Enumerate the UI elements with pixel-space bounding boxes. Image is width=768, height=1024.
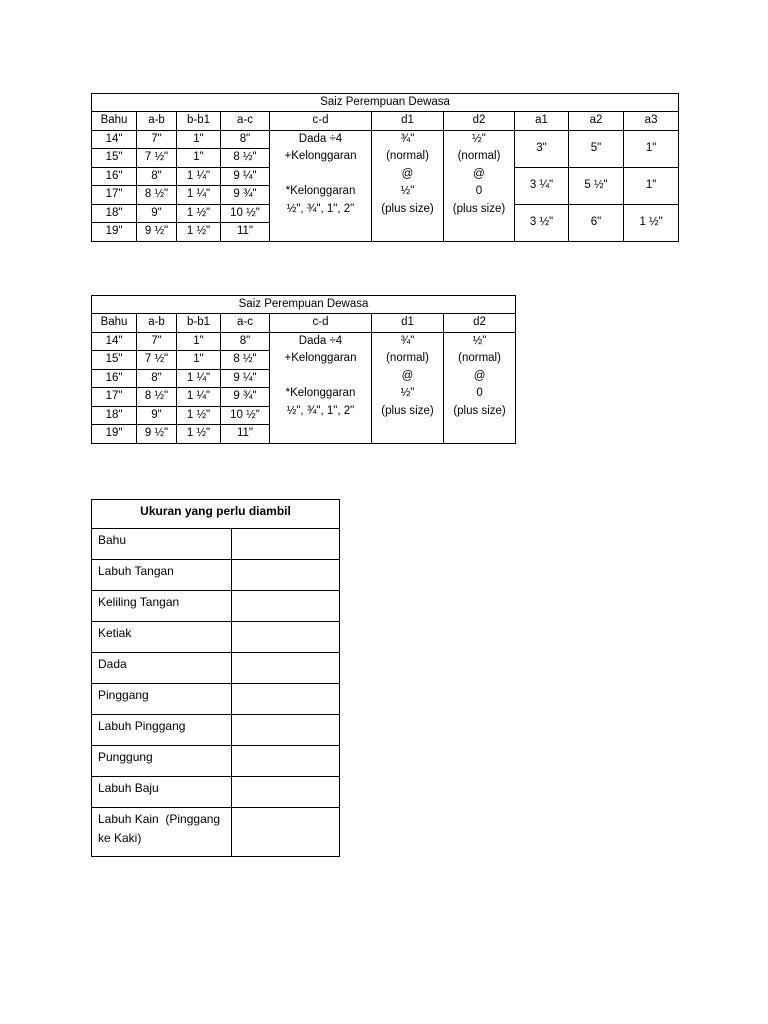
measurement-label: Ketiak	[92, 622, 232, 653]
table-row	[92, 715, 340, 746]
cell-a2: 5 ½"	[569, 167, 624, 204]
c-d-line: ½", ¾", 1", 2"	[286, 404, 355, 417]
measurement-value-cell[interactable]	[232, 777, 340, 808]
cell-a-c: 10 ½"	[221, 204, 270, 223]
table-row	[92, 529, 340, 560]
header-a-b: a-b	[137, 112, 177, 131]
cell-b-b1: 1 ¼"	[177, 388, 221, 407]
header-b-b1: b-b1	[177, 314, 221, 333]
cell-b-b1: 1 ½"	[177, 223, 221, 242]
cell-a-c: 10 ½"	[221, 406, 270, 425]
header-a2: a2	[569, 112, 624, 131]
cell-b-b1: 1"	[177, 351, 221, 370]
cell-bahu: 16"	[92, 167, 137, 186]
cell-a2: 6"	[569, 204, 624, 241]
d2-line: @	[473, 369, 486, 382]
cell-a-c: 9 ¼"	[221, 369, 270, 388]
cell-bahu: 16"	[92, 369, 137, 388]
c-d-line: *Kelonggaran	[285, 387, 356, 399]
measurement-value-cell[interactable]	[232, 715, 340, 746]
d2-line: (normal)	[457, 150, 501, 162]
c-d-line: Dada ÷4	[298, 334, 343, 347]
d1-line: ½"	[400, 387, 415, 399]
c-d-line: *Kelonggaran	[285, 185, 356, 197]
table-row	[92, 130, 679, 149]
cell-a-c: 11"	[221, 425, 270, 444]
d2-line: ½"	[472, 334, 487, 347]
cell-a1: 3"	[515, 130, 569, 167]
measurement-value-cell[interactable]	[232, 746, 340, 777]
cell-a-b: 7 ½"	[137, 351, 177, 370]
cell-a3: 1"	[624, 130, 679, 167]
measurement-value-cell[interactable]	[232, 808, 340, 857]
cell-d2	[444, 130, 515, 241]
cell-a-b: 7"	[137, 130, 177, 149]
cell-a-b: 9"	[137, 204, 177, 223]
c-d-line: ½", ¾", 1", 2"	[286, 202, 355, 215]
cell-a-b: 9 ½"	[137, 425, 177, 444]
table-row	[92, 622, 340, 653]
cell-b-b1: 1 ¼"	[177, 369, 221, 388]
table-row	[92, 684, 340, 715]
header-a-c: a-c	[221, 314, 270, 333]
cell-d1	[372, 130, 444, 241]
cell-b-b1: 1 ½"	[177, 425, 221, 444]
size-table	[91, 295, 516, 444]
cell-a-b: 8"	[137, 369, 177, 388]
cell-a-b: 7 ½"	[137, 149, 177, 168]
table-row	[92, 653, 340, 684]
header-a-b: a-b	[137, 314, 177, 333]
d2-line: ½"	[472, 132, 486, 145]
cell-b-b1: 1 ½"	[177, 204, 221, 223]
cell-a-c: 8 ½"	[221, 149, 270, 168]
d1-line: @	[401, 369, 414, 382]
cell-a-c: 8"	[221, 130, 270, 149]
header-d2: d2	[444, 314, 516, 333]
cell-a3: 1"	[624, 167, 679, 204]
table-title: Saiz Perempuan Dewasa	[92, 296, 516, 314]
cell-a3: 1 ½"	[624, 204, 679, 241]
d1-line: ¾"	[400, 132, 415, 145]
cell-bahu: 15"	[92, 351, 137, 370]
cell-d2	[444, 332, 516, 443]
cell-a-b: 8 ½"	[137, 186, 177, 205]
size-table-with-a-columns	[91, 93, 679, 242]
cell-b-b1: 1 ¼"	[177, 186, 221, 205]
d2-line: (normal)	[458, 352, 501, 364]
measurement-label: Bahu	[92, 529, 232, 560]
d1-line: (normal)	[386, 352, 429, 364]
cell-a-c: 9 ¾"	[221, 186, 270, 205]
d2-line: (plus size)	[453, 404, 506, 417]
header-bahu: Bahu	[92, 112, 137, 131]
cell-c-d	[270, 332, 372, 443]
cell-bahu: 19"	[92, 425, 137, 444]
c-d-line: Dada ÷4	[298, 132, 343, 145]
header-bahu: Bahu	[92, 314, 137, 333]
cell-a-c: 11"	[221, 223, 270, 242]
d1-line: (normal)	[386, 150, 429, 162]
table-row	[92, 777, 340, 808]
measurement-value-cell[interactable]	[232, 684, 340, 715]
d1-line: (plus size)	[381, 404, 434, 417]
c-d-line: +Kelonggaran	[284, 352, 357, 364]
measurement-label: Keliling Tangan	[92, 591, 232, 622]
cell-bahu: 18"	[92, 406, 137, 425]
measurement-label: Labuh Pinggang	[92, 715, 232, 746]
table-row	[92, 560, 340, 591]
measurement-value-cell[interactable]	[232, 529, 340, 560]
header-c-d: c-d	[270, 314, 372, 333]
cell-b-b1: 1"	[177, 332, 221, 351]
measurement-value-cell[interactable]	[232, 622, 340, 653]
measurement-label: Punggung	[92, 746, 232, 777]
c-d-line	[270, 166, 371, 184]
measurement-label: Labuh Kain (Pinggang ke Kaki)	[92, 808, 232, 857]
d2-line: 0	[476, 387, 483, 399]
cell-a-c: 9 ¼"	[221, 167, 270, 186]
d2-line: @	[473, 167, 485, 180]
cell-bahu: 17"	[92, 388, 137, 407]
measurement-label: Pinggang	[92, 684, 232, 715]
c-d-line: +Kelonggaran	[284, 150, 357, 162]
cell-a1: 3 ¼"	[515, 167, 569, 204]
cell-b-b1: 1 ¼"	[177, 167, 221, 186]
measurement-label: Labuh Baju	[92, 777, 232, 808]
measurement-value-cell[interactable]	[232, 591, 340, 622]
d1-line: (plus size)	[381, 202, 434, 215]
d1-line: ¾"	[400, 334, 415, 347]
header-b-b1: b-b1	[177, 112, 221, 131]
c-d-line	[270, 368, 371, 386]
cell-bahu: 19"	[92, 223, 137, 242]
cell-bahu: 17"	[92, 186, 137, 205]
table-row	[92, 332, 516, 351]
cell-a-b: 9 ½"	[137, 223, 177, 242]
measurement-label: Dada	[92, 653, 232, 684]
cell-bahu: 18"	[92, 204, 137, 223]
cell-a2: 5"	[569, 130, 624, 167]
cell-a-b: 8 ½"	[137, 388, 177, 407]
table-title: Saiz Perempuan Dewasa	[92, 94, 679, 112]
d2-line: 0	[475, 185, 483, 197]
cell-a1: 3 ½"	[515, 204, 569, 241]
measurement-table	[91, 499, 340, 857]
cell-c-d	[270, 130, 372, 241]
header-a3: a3	[624, 112, 679, 131]
header-c-d: c-d	[270, 112, 372, 131]
header-d1: d1	[372, 112, 444, 131]
d2-line: (plus size)	[452, 202, 506, 215]
d1-line: ½"	[400, 185, 415, 197]
header-a1: a1	[515, 112, 569, 131]
measurement-table-title: Ukuran yang perlu diambil	[92, 500, 340, 529]
cell-a-b: 8"	[137, 167, 177, 186]
header-d1: d1	[372, 314, 444, 333]
measurement-value-cell[interactable]	[232, 653, 340, 684]
measurement-value-cell[interactable]	[232, 560, 340, 591]
measurement-label: Labuh Tangan	[92, 560, 232, 591]
cell-bahu: 14"	[92, 130, 137, 149]
cell-b-b1: 1"	[177, 130, 221, 149]
cell-a-b: 7"	[137, 332, 177, 351]
table-row	[92, 746, 340, 777]
cell-a-b: 9"	[137, 406, 177, 425]
cell-a-c: 8 ½"	[221, 351, 270, 370]
cell-a-c: 8"	[221, 332, 270, 351]
d1-line: @	[401, 167, 414, 180]
cell-b-b1: 1"	[177, 149, 221, 168]
header-a-c: a-c	[221, 112, 270, 131]
cell-d1	[372, 332, 444, 443]
cell-bahu: 14"	[92, 332, 137, 351]
table-row	[92, 591, 340, 622]
cell-a-c: 9 ¾"	[221, 388, 270, 407]
header-d2: d2	[444, 112, 515, 131]
cell-b-b1: 1 ½"	[177, 406, 221, 425]
cell-bahu: 15"	[92, 149, 137, 168]
table-row	[92, 808, 340, 857]
